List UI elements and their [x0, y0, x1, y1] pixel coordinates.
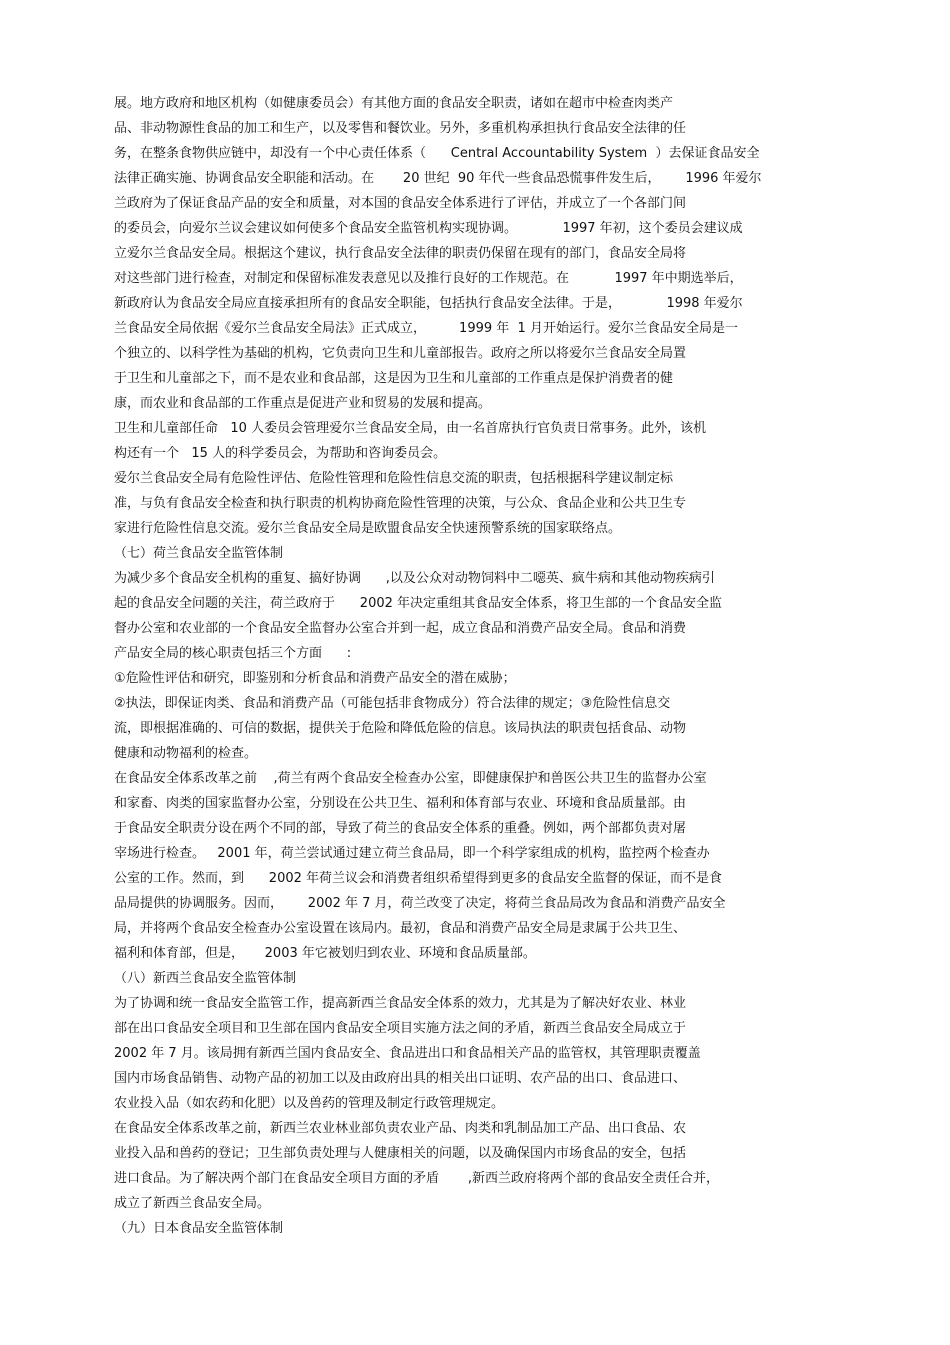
text-line: 进口食品。为了解决两个部门在食品安全项目方面的矛盾 ,新西兰政府将两个部的食品安全责任合并， [114, 1171, 720, 1186]
text-line: 品、非动物源性食品的加工和生产，以及零售和餐饮业。另外，多重机构承担执行食品安全法律的任 [114, 121, 687, 136]
text-line: 国内市场食品销售、动物产品的初加工以及由政府出具的相关出口证明、农产品的出口、食品进口、 [114, 1071, 687, 1086]
text-line: 公室的工作。然而，到 2002 年荷兰议会和消费者组织希望得到更多的食品安全监督的保证，而不是食 [114, 871, 723, 886]
text-line: （八）新西兰食品安全监管体制 [114, 971, 297, 986]
text-line: 康，而农业和食品部的工作重点是促进产业和贸易的发展和提高。 [114, 396, 492, 411]
text-line: 构还有一个 15 人的科学委员会，为帮助和咨询委员会。 [114, 446, 447, 461]
text-line: 立爱尔兰食品安全局。根据这个建议，执行食品安全法律的职责仍保留在现有的部门，食品安全局将 [114, 246, 687, 261]
text-line: 产品安全局的核心职责包括三个方面 : [114, 646, 352, 661]
text-line: 法律正确实施、协调食品安全职能和活动。在 20 世纪 90 年代一些食品恐慌事件发生后， 1996 年爱尔 [114, 171, 762, 186]
text-line: 农业投入品（如农药和化肥）以及兽药的管理及制定行政管理规定。 [114, 1096, 505, 1111]
text-line: 准，与负有食品安全检查和执行职责的机构协商危险性管理的决策，与公众、食品企业和公共卫生专 [114, 496, 687, 511]
text-line: 成立了新西兰食品安全局。 [114, 1196, 271, 1211]
text-line: 于食品安全职责分设在两个不同的部，导致了荷兰的食品安全体系的重叠。例如，两个部都负责对屠 [114, 821, 687, 836]
text-line: 兰政府为了保证食品产品的安全和质量，对本国的食品安全体系进行了评估，并成立了一个各部门间 [114, 196, 687, 211]
text-line: 爱尔兰食品安全局有危险性评估、危险性管理和危险性信息交流的职责，包括根据科学建议制定标 [114, 471, 674, 486]
text-line: ①危险性评估和研究，即鉴别和分析食品和消费产品安全的潜在威胁； [114, 671, 516, 686]
text-line: 在食品安全体系改革之前 ,荷兰有两个食品安全检查办公室，即健康保护和兽医公共卫生的监督办公室 [114, 771, 707, 786]
text-line: 和家畜、肉类的国家监督办公室，分别设在公共卫生、福利和体育部与农业、环境和食品质量部。由 [114, 796, 687, 811]
text-line: 对这些部门进行检查，对制定和保留标准发表意见以及推行良好的工作规范。在 1997 年中期选举后， [114, 271, 743, 286]
text-line: 业投入品和兽药的登记；卫生部负责处理与人健康相关的问题，以及确保国内市场食品的安全，包括 [114, 1146, 687, 1161]
text-line: 展。地方政府和地区机构（如健康委员会）有其他方面的食品安全职责，诸如在超市中检查肉类产 [114, 96, 674, 111]
text-line: 福利和体育部，但是， 2003 年它被划归到农业、环境和食品质量部。 [114, 946, 536, 961]
text-line: 品局提供的协调服务。因而， 2002 年 7 月，荷兰改变了决定，将荷兰食品局改为食品和消费产品安全 [114, 896, 726, 911]
body-text [114, 91, 859, 1241]
text-line: 在食品安全体系改革之前，新西兰农业林业部负责农业产品、肉类和乳制品加工产品、出口食品、农 [114, 1121, 687, 1136]
text-line: 个独立的、以科学性为基础的机构，它负责向卫生和儿童部报告。政府之所以将爱尔兰食品安全局置 [114, 346, 687, 361]
text-line: 卫生和儿童部任命 10 人委员会管理爱尔兰食品安全局，由一名首席执行官负责日常事务。此外，该机 [114, 421, 707, 436]
text-line: 局，并将两个食品安全检查办公室设置在该局内。最初，食品和消费产品安全局是隶属于公共卫生、 [114, 921, 687, 936]
text-line: 的委员会，向爱尔兰议会建议如何使多个食品安全监管机构实现协调。 1997 年初，这个委员会建议成 [114, 221, 743, 236]
text-line: （九）日本食品安全监管体制 [114, 1221, 284, 1236]
text-line: 兰食品安全局依据《爱尔兰食品安全局法》正式成立， 1999 年 1 月开始运行。爱尔兰食品安全局是一 [114, 321, 738, 336]
text-line: （七）荷兰食品安全监管体制 [114, 546, 284, 561]
text-line: 务，在整条食物供应链中，却没有一个中心责任体系（ Central Accountability System ）去保证食品安全 [114, 146, 760, 161]
text-line: ②执法，即保证肉类、食品和消费产品（可能包括非食物成分）符合法律的规定；③危险性信息交 [114, 696, 671, 711]
text-line: 为减少多个食品安全机构的重复、搞好协调 ,以及公众对动物饲料中二噁英、疯牛病和其他动物疾病引 [114, 571, 715, 586]
text-line: 督办公室和农业部的一个食品安全监督办公室合并到一起，成立食品和消费产品安全局。食品和消费 [114, 621, 687, 636]
text-line: 部在出口食品安全项目和卫生部在国内食品安全项目实施方法之间的矛盾，新西兰食品安全局成立于 [114, 1021, 687, 1036]
text-line: 新政府认为食品安全局应直接承担所有的食品安全职能，包括执行食品安全法律。于是， 1998 年爱尔 [114, 296, 743, 311]
text-line: 于卫生和儿童部之下，而不是农业和食品部，这是因为卫生和儿童部的工作重点是保护消费者的健 [114, 371, 674, 386]
text-line: 家进行危险性信息交流。爱尔兰食品安全局是欧盟食品安全快速预警系统的国家联络点。 [114, 521, 622, 536]
text-line: 健康和动物福利的检查。 [114, 746, 258, 761]
text-line: 流，即根据准确的、可信的数据，提供关于危险和降低危险的信息。该局执法的职责包括食品、动物 [114, 721, 687, 736]
text-line: 为了协调和统一食品安全监管工作，提高新西兰食品安全体系的效力，尤其是为了解决好农业、林业 [114, 996, 687, 1011]
text-line: 起的食品安全问题的关注，荷兰政府于 2002 年决定重组其食品安全体系，将卫生部的一个食品安全监 [114, 596, 723, 611]
text-line: 宰场进行检查。 2001 年，荷兰尝试通过建立荷兰食品局，即一个科学家组成的机构，监控两个检查办 [114, 846, 710, 861]
text-line: 2002 年 7 月。该局拥有新西兰国内食品安全、食品进出口和食品相关产品的监管权，其管理职责覆盖 [114, 1046, 701, 1061]
